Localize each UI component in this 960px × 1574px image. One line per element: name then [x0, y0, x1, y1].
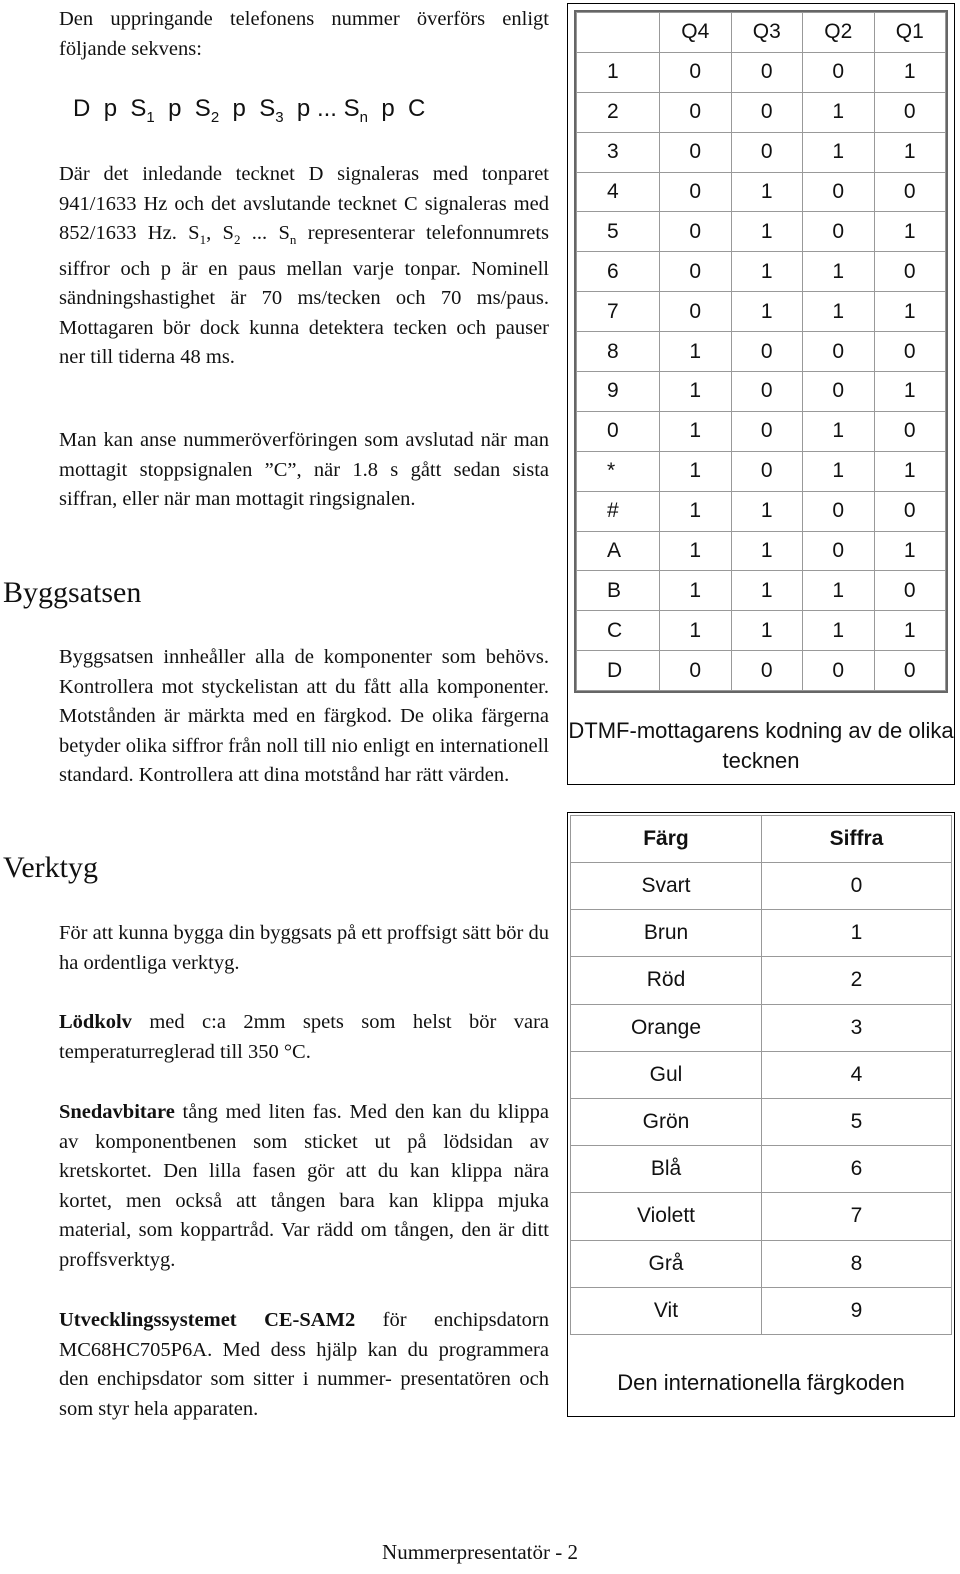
table-row — [576, 372, 946, 412]
table-cell: 0 — [803, 53, 875, 93]
table-row — [576, 332, 946, 372]
table-cell: A — [576, 532, 660, 572]
table-cell: 0 — [875, 571, 947, 611]
table-cell: 0 — [803, 532, 875, 572]
table-row — [576, 292, 946, 332]
table-cell: 0 — [660, 93, 732, 133]
table-cell: 1 — [660, 571, 732, 611]
table-cell: 2 — [762, 957, 952, 1004]
heading-byggsatsen: Byggsatsen — [3, 576, 142, 609]
table-cell: 1 — [803, 571, 875, 611]
table-cell: 0 — [803, 332, 875, 372]
table-row — [576, 571, 946, 611]
table-cell: 1 — [875, 53, 947, 93]
table-cell: 0 — [732, 452, 804, 492]
table-cell: 0 — [875, 252, 947, 292]
table-row — [576, 53, 946, 93]
table-cell: 1 — [732, 173, 804, 213]
table-cell: 4 — [762, 1051, 952, 1098]
tool-side-cutter: Snedavbitare tång med liten fas. Med den kan du klippa av komponentbenen som sticket ut på lödsidan av kretskortet. Den lilla fasen gör att du kan klippa nära kortet, men också att tången bara kan klippa mjuka material, som koppartråd. Var rädd om tången, den är ditt proffsverktyg. — [59, 1101, 549, 1271]
header-cell: Färg — [571, 816, 762, 863]
table-row — [571, 1051, 952, 1098]
table-cell: 1 — [875, 292, 947, 332]
end-condition-text: Man kan anse nummeröverföringen som avslutad när man mottagit stoppsignalen ”C”, när 1.8 s gått sedan sista siffran, eller när man mottagit ringsignalen. — [59, 429, 549, 510]
table-row — [571, 1098, 952, 1145]
table-cell: 0 — [660, 133, 732, 173]
table-cell: 0 — [732, 332, 804, 372]
table-cell: 0 — [732, 412, 804, 452]
table-cell: 1 — [660, 412, 732, 452]
table-cell: 1 — [732, 532, 804, 572]
table-cell: 0 — [660, 292, 732, 332]
table-cell: 0 — [875, 651, 947, 691]
tools-intro-text: För att kunna bygga din byggsats på ett proffsigt sätt bör du ha ordentliga verktyg. — [59, 922, 549, 974]
table-cell: 8 — [576, 332, 660, 372]
table-cell: 1 — [660, 532, 732, 572]
tool-soldering-iron: Lödkolv med c:a 2mm spets som helst bör vara temperaturreglerad till 350 °C. — [59, 1011, 549, 1063]
table-cell: 0 — [875, 412, 947, 452]
table-cell: 0 — [660, 53, 732, 93]
table-cell: Orange — [571, 1004, 762, 1051]
table-cell: Blå — [571, 1146, 762, 1193]
table-cell: Vit — [571, 1287, 762, 1334]
table-cell: Grå — [571, 1240, 762, 1287]
table-cell: 3 — [576, 133, 660, 173]
table-cell: 0 — [732, 53, 804, 93]
table-header-row — [576, 12, 946, 53]
table-cell: Grön — [571, 1098, 762, 1145]
table-cell: 0 — [803, 651, 875, 691]
table-cell: 0 — [875, 332, 947, 372]
table-cell: 0 — [660, 252, 732, 292]
table-cell: 1 — [732, 212, 804, 252]
dtmf-table-caption: DTMF-mottagarens kodning av de olika tecknen — [568, 718, 954, 773]
table-cell: 1 — [576, 53, 660, 93]
table-cell: 1 — [875, 532, 947, 572]
table-row — [576, 532, 946, 572]
table-row — [571, 1240, 952, 1287]
tool-dev-system: Utvecklingssystemet CE-SAM2 för enchipsdatorn MC68HC705P6A. Med dess hjälp kan du programmera den enchipsdator som sitter i nummer- presentatören och som styr hela apparaten. — [59, 1309, 549, 1420]
table-cell: 1 — [660, 452, 732, 492]
table-cell: 0 — [803, 372, 875, 412]
table-header-row — [571, 816, 952, 863]
table-cell: 0 — [875, 173, 947, 213]
table-cell: 0 — [875, 93, 947, 133]
table-cell: 0 — [762, 863, 952, 910]
table-cell: 0 — [803, 173, 875, 213]
table-cell: C — [576, 611, 660, 651]
table-cell: 9 — [762, 1287, 952, 1334]
table-row — [576, 452, 946, 492]
header-cell: Siffra — [762, 816, 952, 863]
color-code-table — [570, 815, 952, 1335]
table-row — [576, 212, 946, 252]
table-cell: 0 — [732, 651, 804, 691]
header-cell: Q4 — [660, 12, 732, 53]
table-cell: 1 — [732, 571, 804, 611]
sequence-explanation: Där det inledande tecknet D signaleras med tonparet 941/1633 Hz och det avslutande tecknet C signaleras med 852/1633 Hz. $S_1$, $S_2$ ... $S_n$ representerar telefonnumrets siffror och p är en paus mellan varje tonpar. Nominell sändningshastighet är 70 ms/tecken och 70 ms/paus. Mottagaren bör dock kunna detektera tecken och pauser ner till tiderna 48 ms. — [59, 163, 550, 369]
table-cell: 0 — [875, 492, 947, 532]
table-cell: Svart — [571, 863, 762, 910]
table-cell: 2 — [576, 93, 660, 133]
table-cell: 0 — [576, 412, 660, 452]
table-row — [576, 173, 946, 213]
table-row — [571, 863, 952, 910]
table-cell: Röd — [571, 957, 762, 1004]
table-cell: 9 — [576, 372, 660, 412]
table-row — [571, 910, 952, 957]
table-row — [576, 492, 946, 532]
table-cell: 0 — [732, 372, 804, 412]
color-table-caption: Den internationella färgkoden — [617, 1370, 905, 1395]
table-cell: 0 — [803, 212, 875, 252]
table-cell: 0 — [660, 651, 732, 691]
table-cell: 6 — [576, 252, 660, 292]
table-cell: 1 — [803, 133, 875, 173]
table-cell: Brun — [571, 910, 762, 957]
table-cell: 0 — [660, 173, 732, 213]
table-cell: 0 — [803, 492, 875, 532]
table-cell: 0 — [732, 133, 804, 173]
table-row — [576, 412, 946, 452]
table-cell: 7 — [576, 292, 660, 332]
table-cell: 1 — [803, 452, 875, 492]
table-cell: 1 — [732, 292, 804, 332]
table-cell: 7 — [762, 1193, 952, 1240]
table-cell: * — [576, 452, 660, 492]
table-cell: D — [576, 651, 660, 691]
intro-text: Den uppringande telefonens nummer överförs enligt följande sekvens: — [59, 8, 549, 60]
table-cell: 1 — [875, 133, 947, 173]
table-cell: 1 — [803, 292, 875, 332]
table-cell: 1 — [875, 611, 947, 651]
table-cell: # — [576, 492, 660, 532]
table-cell: 1 — [875, 452, 947, 492]
header-cell — [576, 12, 660, 53]
dtmf-coding-table — [576, 12, 946, 691]
table-cell: 1 — [803, 412, 875, 452]
table-cell: 8 — [762, 1240, 952, 1287]
table-row — [571, 1193, 952, 1240]
table-cell: 1 — [875, 372, 947, 412]
table-row — [571, 1287, 952, 1334]
table-cell: 1 — [803, 252, 875, 292]
sequence-formula: D p $S_1$ p $S_2$ p $S_3$ p ... $S_n$ p C — [73, 95, 426, 126]
table-cell: Violett — [571, 1193, 762, 1240]
header-cell: Q3 — [732, 12, 804, 53]
table-row — [571, 1004, 952, 1051]
table-row — [576, 611, 946, 651]
table-cell: 1 — [732, 492, 804, 532]
table-cell: 0 — [660, 212, 732, 252]
table-cell: 1 — [803, 93, 875, 133]
kit-text: Byggsatsen innheåller alla de komponenter som behövs. Kontrollera mot styckelistan att du fått alla komponenter. Motstånden är märkta med en färgkod. De olika färgerna betyder olika siffror från noll till nio enligt en internationell standard. Kontrollera att dina motstånd har rätt värden. — [59, 646, 549, 786]
table-cell: 1 — [660, 492, 732, 532]
table-row — [576, 651, 946, 691]
table-cell: 1 — [732, 252, 804, 292]
heading-verktyg: Verktyg — [3, 851, 98, 884]
table-cell: 5 — [576, 212, 660, 252]
table-cell: 4 — [576, 173, 660, 213]
header-cell: Q1 — [875, 12, 947, 53]
table-cell: 1 — [732, 611, 804, 651]
table-cell: Gul — [571, 1051, 762, 1098]
table-row — [576, 252, 946, 292]
table-cell: 1 — [660, 372, 732, 412]
table-cell: 6 — [762, 1146, 952, 1193]
header-cell: Q2 — [803, 12, 875, 53]
table-cell: 3 — [762, 1004, 952, 1051]
table-cell: 5 — [762, 1098, 952, 1145]
table-row — [576, 133, 946, 173]
table-row — [576, 93, 946, 133]
table-cell: 0 — [732, 93, 804, 133]
table-cell: 1 — [762, 910, 952, 957]
table-row — [571, 1146, 952, 1193]
table-cell: 1 — [660, 611, 732, 651]
page-footer: Nummerpresentatör - 2 — [382, 1540, 578, 1564]
table-row — [571, 957, 952, 1004]
table-cell: 1 — [660, 332, 732, 372]
table-cell: 1 — [803, 611, 875, 651]
table-cell: 1 — [875, 212, 947, 252]
table-cell: B — [576, 571, 660, 611]
